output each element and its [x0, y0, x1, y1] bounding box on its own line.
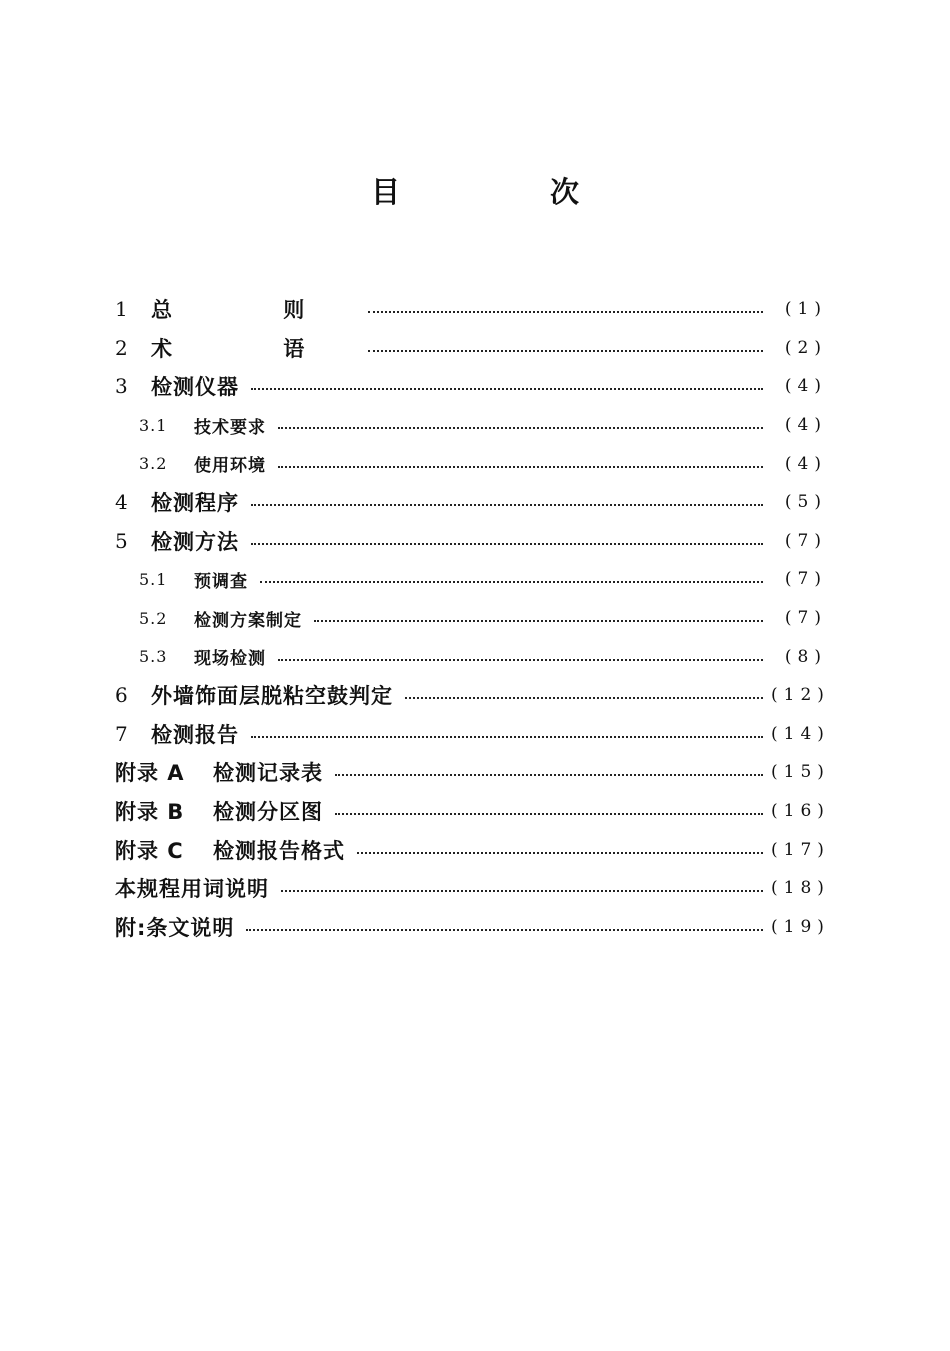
toc-entry-page-number: (5): [784, 492, 827, 513]
toc-entry[interactable]: [115, 830, 830, 869]
toc-entry-number: 3.1: [139, 415, 168, 435]
toc-entry-number: 5.1: [139, 569, 168, 589]
toc-entry-number: 5: [115, 528, 128, 553]
toc-entry[interactable]: [115, 406, 827, 445]
toc-entry[interactable]: [115, 792, 830, 831]
dot-leader: [405, 695, 763, 699]
toc-entry-label: 检测分区图: [213, 800, 323, 825]
toc-entry-number: 附录 A: [115, 761, 185, 786]
toc-entry-label: 检测记录表: [213, 761, 323, 786]
toc-entry-label: 检测程序: [151, 491, 239, 516]
toc-entry[interactable]: [115, 560, 827, 599]
toc-entry-page-number: (7): [784, 569, 827, 590]
toc-entry-page-number: (7): [784, 608, 827, 629]
toc-entry[interactable]: [115, 444, 827, 483]
toc-entry-number: 5.2: [139, 608, 168, 628]
dot-leader: [278, 464, 763, 468]
toc-entry-label: 检测方法: [151, 529, 239, 554]
toc-entry[interactable]: [115, 637, 827, 676]
dot-leader: [251, 734, 763, 738]
dot-leader: [251, 541, 763, 545]
toc-entry-number: 5.3: [139, 647, 168, 667]
toc-list: [115, 290, 830, 946]
toc-entry-page-number: (1): [784, 299, 827, 320]
toc-entry-number: 1: [115, 297, 128, 322]
toc-entry[interactable]: [115, 753, 830, 792]
toc-entry-label: 附:条文说明: [115, 915, 235, 940]
toc-entry-page-number: (7): [784, 530, 827, 551]
dot-leader: [314, 618, 763, 622]
dot-leader: [281, 888, 763, 892]
toc-entry-label: 使用环境: [194, 456, 266, 477]
toc-entry-page-number: (18): [771, 878, 830, 899]
dot-leader: [260, 579, 763, 583]
toc-entry[interactable]: [115, 599, 827, 638]
toc-entry-page-number: (4): [784, 453, 827, 474]
dot-leader: [251, 502, 763, 506]
toc-entry-label: 预调查: [194, 571, 248, 592]
toc-entry[interactable]: [115, 715, 830, 754]
toc-entry-page-number: (19): [771, 916, 830, 937]
toc-entry-number: 附录 C: [115, 838, 184, 863]
toc-entry-label: 检测报告格式: [213, 838, 345, 863]
toc-entry-label: 检测方案制定: [194, 610, 302, 631]
toc-entry-label: 检测仪器: [151, 375, 239, 400]
toc-entry[interactable]: [115, 290, 827, 329]
toc-entry-label: 现场检测: [194, 649, 266, 670]
toc-entry-number: 6: [115, 683, 128, 708]
dot-leader: [368, 309, 763, 313]
dot-leader: [278, 425, 763, 429]
dot-leader: [251, 386, 763, 390]
dot-leader: [368, 348, 763, 352]
toc-entry[interactable]: [115, 676, 830, 715]
toc-entry-label: 检测报告: [151, 722, 239, 747]
toc-entry-page-number: (2): [784, 337, 827, 358]
toc-entry[interactable]: [115, 869, 830, 908]
toc-entry-label: 总 则: [151, 298, 357, 323]
toc-entry-number: 3: [115, 374, 128, 399]
toc-entry-page-number: (15): [771, 762, 830, 783]
toc-entry[interactable]: [115, 329, 827, 368]
toc-entry-page-number: (17): [771, 839, 830, 860]
page-title: 目 次: [370, 175, 650, 209]
toc-entry-page-number: (16): [771, 801, 830, 822]
toc-entry-label: 本规程用词说明: [115, 877, 269, 902]
toc-entry[interactable]: [115, 483, 827, 522]
toc-entry-page-number: (8): [784, 646, 827, 667]
toc-entry-label: 技术要求: [194, 417, 266, 438]
toc-entry-number: 4: [115, 490, 128, 515]
toc-entry-number: 7: [115, 721, 128, 746]
dot-leader: [335, 811, 763, 815]
dot-leader: [246, 927, 763, 931]
toc-entry-page-number: (14): [771, 723, 830, 744]
toc-entry-number: 3.2: [139, 454, 168, 474]
toc-entry-label: 外墙饰面层脱粘空鼓判定: [151, 684, 393, 709]
toc-entry-number: 2: [115, 335, 128, 360]
dot-leader: [278, 657, 763, 661]
toc-entry[interactable]: [115, 367, 827, 406]
toc-entry-page-number: (12): [771, 685, 830, 706]
toc-entry-page-number: (4): [784, 376, 827, 397]
toc-entry-number: 附录 B: [115, 800, 185, 825]
toc-entry-label: 术 语: [151, 336, 357, 361]
toc-entry[interactable]: [115, 908, 830, 947]
dot-leader: [357, 850, 763, 854]
toc-entry-page-number: (4): [784, 415, 827, 436]
toc-entry[interactable]: [115, 522, 827, 561]
dot-leader: [335, 772, 763, 776]
